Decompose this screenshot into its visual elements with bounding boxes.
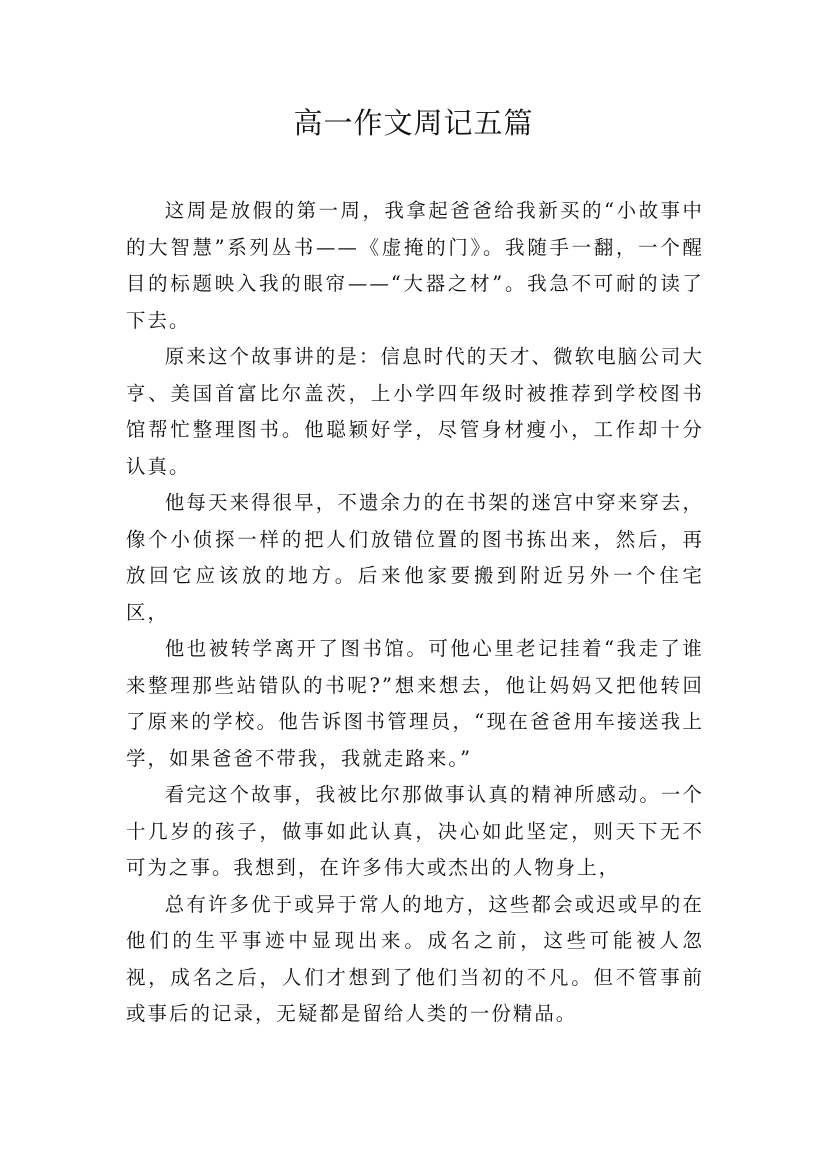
document-body (126, 193, 704, 1033)
document-title: 高一作文周记五篇 (293, 106, 534, 140)
paragraph-2: 原来这个故事讲的是：信息时代的天才、微软电脑公司大亨、美国首富比尔盖茨，上小学四年级时被推荐到学校图书馆帮忙整理图书。他聪颖好学，尽管身材瘦小，工作却十分认真。 (126, 345, 704, 478)
paragraph-3: 他每天来得很早，不遗余力的在书架的迷宫中穿来穿去，像个小侦探一样的把人们放错位置的图书拣出来，然后，再放回它应该放的地方。后来他家要搬到附近另外一个住宅区， (126, 491, 704, 624)
paragraph-4: 他也被转学离开了图书馆。可他心里老记挂着“我走了谁来整理那些站错队的书呢?”想来想去，他让妈妈又把他转回了原来的学校。他告诉图书管理员，“现在爸爸用车接送我上学，如果爸爸不带我，我就走路来。” (126, 637, 704, 770)
paragraph-6: 总有许多优于或异于常人的地方，这些都会或迟或早的在他们的生平事迹中显现出来。成名之前，这些可能被人忽视，成名之后，人们才想到了他们当初的不凡。但不管事前或事后的记录，无疑都是留给人类的一份精品。 (126, 892, 704, 1025)
paragraph-5: 看完这个故事，我被比尔那做事认真的精神所感动。一个十几岁的孩子，做事如此认真，决心如此坚定，则天下无不可为之事。我想到，在许多伟大或杰出的人物身上， (126, 783, 704, 879)
paragraph-1: 这周是放假的第一周，我拿起爸爸给我新买的“小故事中的大智慧”系列丛书——《虚掩的门》。我随手一翻，一个醒目的标题映入我的眼帘——“大器之材”。我急不可耐的读了下去。 (126, 199, 704, 332)
